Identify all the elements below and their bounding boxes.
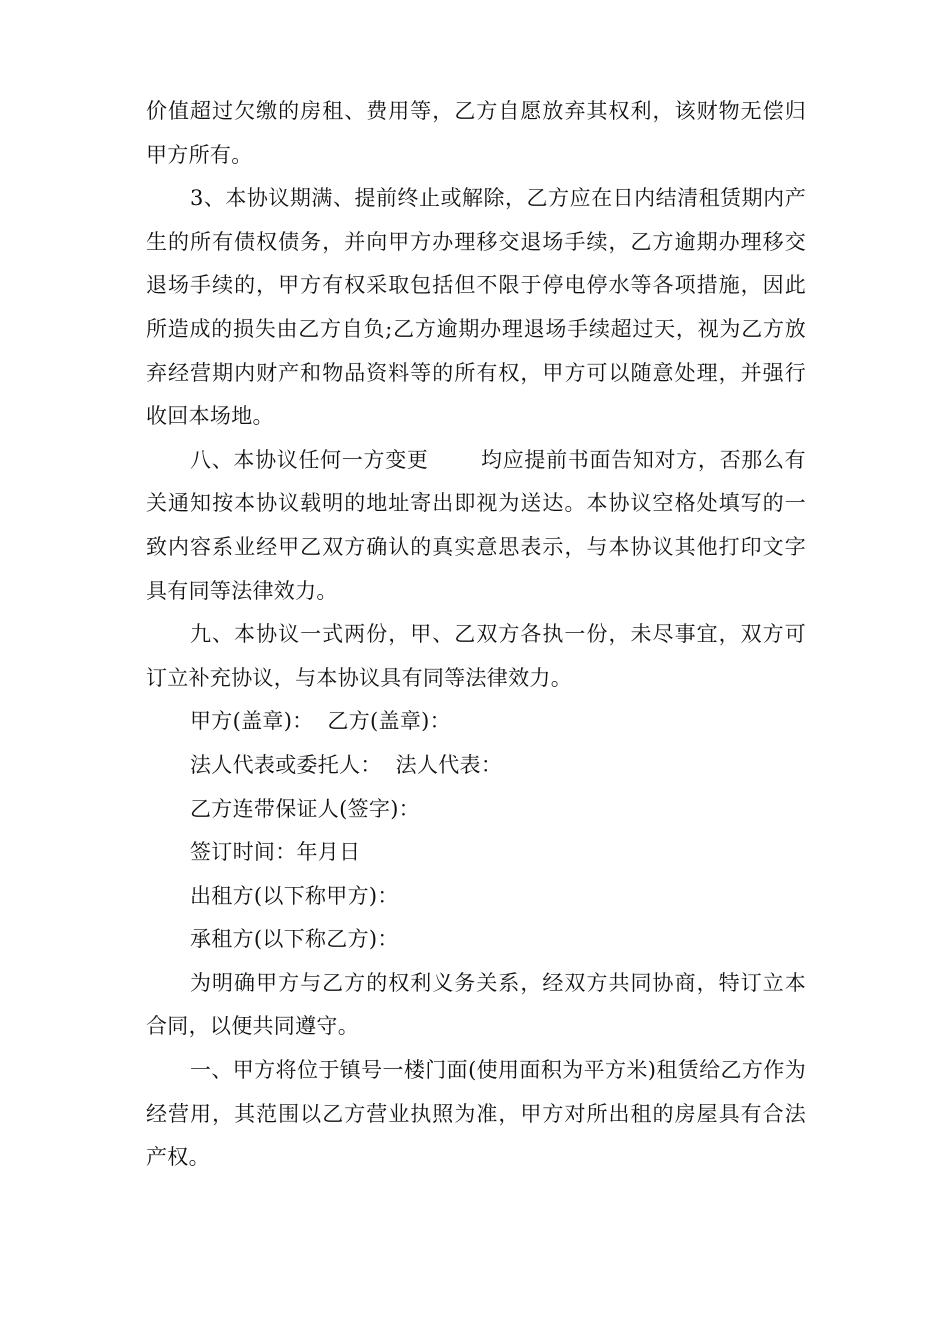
document-body [146, 90, 806, 1180]
paragraph-property-forfeit: 价值超过欠缴的房租、费用等，乙方自愿放弃其权利，该财物无偿归甲方所有。 [146, 99, 806, 167]
lessor-line: 出租方(以下称甲方)： [190, 883, 399, 908]
paragraph-clause-8 [146, 439, 806, 613]
signature-representatives-line: 法人代表或委托人： 法人代表： [190, 752, 503, 777]
signature-seals-line: 甲方(盖章)： 乙方(盖章)： [190, 709, 451, 734]
paragraph-clause-1: 一、甲方将位于镇号一楼门面(使用面积为平方米)租赁给乙方作为经营用，其范围以乙方营业执照为准，甲方对所出租的房屋具有合法产权。 [146, 1058, 806, 1170]
paragraph-clause-9: 九、本协议一式两份，甲、乙双方各执一份，未尽事宜，双方可订立补充协议，与本协议具有同等法律效力。 [146, 622, 806, 690]
clause-8-part-a: 八、本协议任何一方变更 [190, 447, 429, 472]
paragraph-clause-3: 3、本协议期满、提前终止或解除，乙方应在日内结清租赁期内产生的所有债权债务，并向甲方办理移交退场手续，乙方逾期办理移交退场手续的，甲方有权采取包括但不限于停电停水等各项措施，因此所造成的损失由乙方自负;乙方逾期办理退场手续超过天，视为乙方放弃经营期内财产和物品资料等的所有权，甲方可以随意处理，并强行收回本场地。 [146, 186, 806, 429]
guarantor-signature-line: 乙方连带保证人(签字)： [190, 796, 420, 821]
clause-8-part-b: 均应提前书面告知对方，否那么有关通知按本协议载明的地址寄出即视为送达。本协议空格处填写的一致内容系业经甲乙双方确认的真实意思表示，与本协议其他打印文字具有同等法律效力。 [146, 447, 806, 603]
paragraph-preamble: 为明确甲方与乙方的权利义务关系，经双方共同协商，特订立本合同，以便共同遵守。 [146, 970, 806, 1039]
signing-date-line: 签订时间：年月日 [190, 840, 361, 865]
lessee-line: 承租方(以下称乙方)： [190, 927, 399, 952]
